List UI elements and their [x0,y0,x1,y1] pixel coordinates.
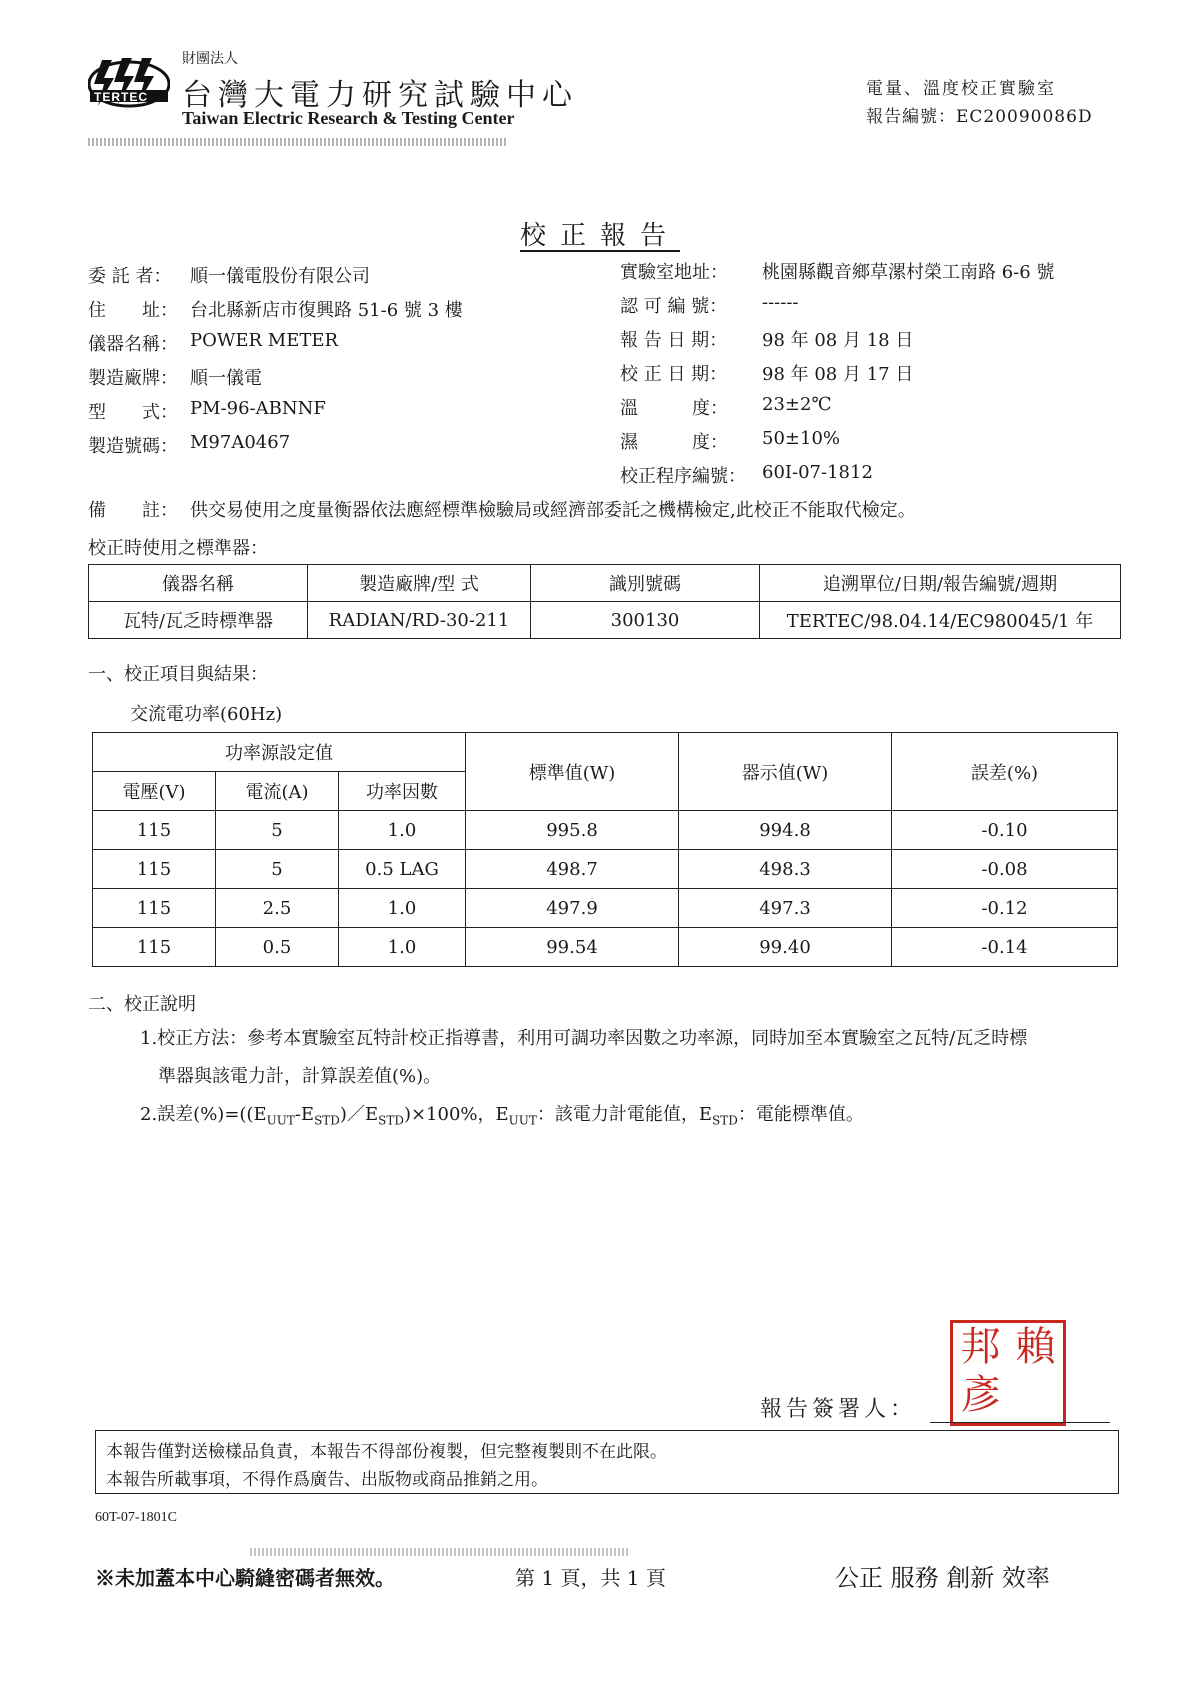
formula-part: )／E [339,1104,379,1125]
cell-indicated: 498.3 [679,850,892,889]
cell-voltage: 115 [93,850,216,889]
std-header-brand: 製造廠牌/型 式 [308,565,531,602]
std-cell-traceability: TERTEC/98.04.14/EC980045/1 年 [760,602,1121,639]
cell-voltage: 115 [93,889,216,928]
lab-address-value: 桃園縣觀音鄉草漯村榮工南路 6-6 號 [762,262,1055,283]
results-header-standard: 標準值(W) [466,733,679,811]
calibration-date-value: 98 年 08 月 17 日 [762,364,914,385]
formula-subscript: STD [378,1113,404,1128]
signature-line [930,1422,1110,1423]
seam-warning: ※未加蓋本中心騎縫密碼者無效。 [95,1566,395,1590]
formula-subscript: STD [712,1113,738,1128]
address-value: 台北縣新店市復興路 51-6 號 3 樓 [190,300,463,321]
results-group-header: 功率源設定值 [93,733,466,772]
instrument-name-value: POWER METER [190,330,339,351]
std-cell-id: 300130 [531,602,760,639]
cell-indicated: 994.8 [679,811,892,850]
seal-char: 邦 [960,1324,1001,1370]
cell-voltage: 115 [93,811,216,850]
standards-table [88,564,1121,639]
results-header-error: 誤差(%) [892,733,1118,811]
temperature-label: 溫 度： [620,398,728,419]
cell-current: 5 [216,811,339,850]
results-header-power-factor: 功率因數 [339,772,466,811]
formula-subscript: UUT [266,1113,295,1128]
cell-error: -0.14 [892,928,1118,967]
standards-heading: 校正時使用之標準器： [88,538,268,559]
page-number: 第 1 頁，共 1 頁 [515,1566,666,1590]
report-number: 報告編號：EC20090086D [866,107,1093,127]
std-cell-brand: RADIAN/RD-30-211 [308,602,531,639]
cell-power-factor: 1.0 [339,811,466,850]
procedure-no-value: 60I-07-1812 [762,462,873,483]
formula-subscript: UUT [508,1113,537,1128]
client-label: 委 託 者： [88,266,172,287]
signatory-label: 報告簽署人： [760,1397,917,1422]
model-value: PM-96-ABNNF [190,398,326,419]
form-number: 60T-07-1801C [95,1510,177,1525]
manufacturer-value: 順一儀電 [190,368,262,389]
logo-text: TERTEC [94,90,148,104]
cell-power-factor: 1.0 [339,928,466,967]
accreditation-label: 認 可 編 號： [620,296,728,317]
table-row [89,602,1121,639]
header-divider [88,138,508,146]
serial-value: M97A0467 [190,432,291,453]
seal-char: 彥 [960,1372,1001,1418]
error-formula [140,1100,864,1128]
accreditation-value: ------ [762,292,799,313]
report-date-value: 98 年 08 月 18 日 [762,330,914,351]
table-row [93,811,1118,850]
seal-char [1008,1371,1063,1419]
method-line1: 1.校正方法：參考本實驗室瓦特計校正指導書，利用可調功率因數之功率源，同時加至本實驗室之瓦特/瓦乏時標 [140,1028,1028,1049]
cell-error: -0.08 [892,850,1118,889]
cell-error: -0.12 [892,889,1118,928]
cell-standard: 497.9 [466,889,679,928]
org-name-zh: 台灣大電力研究試驗中心 [182,78,578,113]
cell-current: 5 [216,850,339,889]
formula-part: 2.誤差(%)=((E [140,1104,267,1125]
remark-value: 供交易使用之度量衡器依法應經標準檢驗局或經濟部委託之機構檢定,此校正不能取代檢定。 [190,500,916,521]
disclaimer-line1: 本報告僅對送檢樣品負責，本報告不得部份複製，但完整複製則不在此限。 [106,1442,667,1462]
method-line2: 準器與該電力計，計算誤差值(%)。 [158,1066,442,1087]
table-row [93,850,1118,889]
procedure-no-label: 校正程序編號： [620,466,746,487]
manufacturer-label: 製造廠牌： [88,368,178,389]
lab-address-label: 實驗室地址： [620,262,728,283]
lab-name: 電量、溫度校正實驗室 [866,79,1056,99]
section2-heading: 二、校正說明 [88,994,196,1015]
disclaimer-line2: 本報告所載事項，不得作爲廣告、出版物或商品推銷之用。 [106,1470,548,1490]
client-value: 順一儀電股份有限公司 [190,266,370,287]
seal-char: 賴 [1015,1324,1056,1370]
tertec-logo [88,50,170,110]
document-title: 校正報告 [519,221,680,251]
section1-subheading: 交流電功率(60Hz) [130,704,283,725]
formula-part: )×100%，E [403,1104,509,1125]
model-label: 型 式： [88,402,178,423]
results-header-indicated: 器示值(W) [679,733,892,811]
cell-current: 2.5 [216,889,339,928]
cell-power-factor: 1.0 [339,889,466,928]
calibration-date-label: 校 正 日 期： [620,364,728,385]
instrument-name-label: 儀器名稱： [88,334,178,355]
address-label: 住 址： [88,300,178,321]
std-header-name: 儀器名稱 [89,565,308,602]
humidity-label: 濕 度： [620,432,728,453]
cell-standard: 99.54 [466,928,679,967]
std-cell-name: 瓦特/瓦乏時標準器 [89,602,308,639]
results-header-voltage: 電壓(V) [93,772,216,811]
cell-indicated: 497.3 [679,889,892,928]
org-name-en: Taiwan Electric Research & Testing Center [182,108,515,128]
cell-indicated: 99.40 [679,928,892,967]
formula-part: ：電能標準值。 [737,1104,864,1125]
cell-error: -0.10 [892,811,1118,850]
formula-part: ：該電力計電能值，E [536,1104,713,1125]
formula-part: -E [294,1104,315,1125]
cell-standard: 498.7 [466,850,679,889]
formula-subscript: STD [314,1113,340,1128]
temperature-value: 23±2℃ [762,394,832,415]
cell-voltage: 115 [93,928,216,967]
table-row [93,928,1118,967]
cell-current: 0.5 [216,928,339,967]
seam-code-strip [250,1548,630,1556]
cell-standard: 995.8 [466,811,679,850]
results-table [92,732,1118,967]
humidity-value: 50±10% [762,428,840,449]
signature-seal [950,1320,1066,1426]
org-small-label: 財團法人 [182,51,238,67]
report-date-label: 報 告 日 期： [620,330,728,351]
remark-label: 備 註： [88,500,178,521]
disclaimer-box [95,1430,1119,1494]
std-header-traceability: 追溯單位/日期/報告編號/週期 [760,565,1121,602]
serial-label: 製造號碼： [88,436,178,457]
cell-power-factor: 0.5 LAG [339,850,466,889]
table-row [93,889,1118,928]
motto: 公正 服務 創新 效率 [835,1564,1050,1592]
results-header-current: 電流(A) [216,772,339,811]
section1-heading: 一、校正項目與結果： [88,664,268,685]
std-header-id: 識別號碼 [531,565,760,602]
